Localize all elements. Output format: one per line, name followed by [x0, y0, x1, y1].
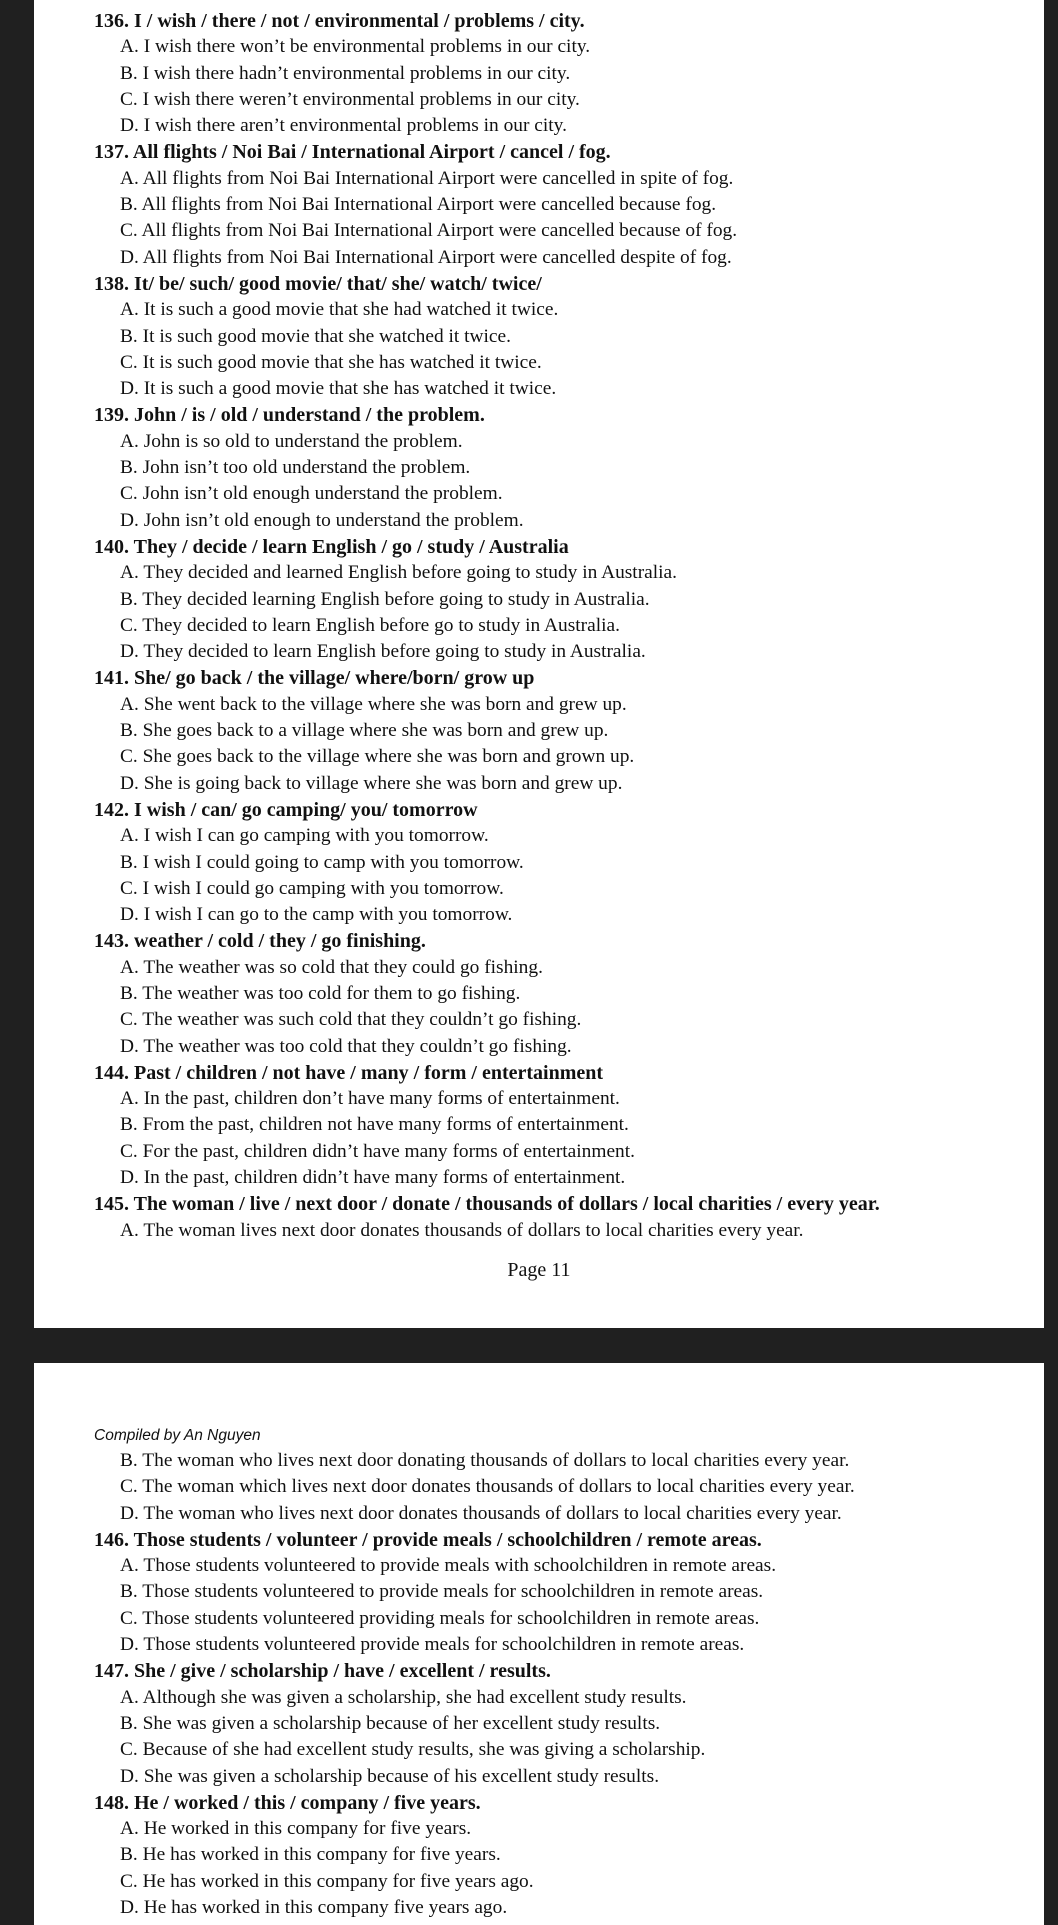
- answer-option: C. She goes back to the village where she was born and grown up.: [120, 746, 635, 768]
- answer-option: A. The weather was so cold that they could go fishing.: [120, 956, 543, 978]
- answer-option: B. He has worked in this company for five years.: [120, 1844, 501, 1866]
- answer-option: A. In the past, children don’t have many forms of entertainment.: [120, 1088, 620, 1110]
- question-prompt: 141. She/ go back / the village/ where/born/ grow up: [94, 667, 535, 690]
- answer-option: A. I wish there won’t be environmental problems in our city.: [120, 36, 591, 58]
- answer-option: A. I wish I can go camping with you tomorrow.: [120, 825, 489, 847]
- answer-option: C. Those students volunteered providing meals for schoolchildren in remote areas.: [120, 1607, 760, 1629]
- answer-option: C. It is such good movie that she has watched it twice.: [120, 351, 542, 373]
- answer-option: D. She was given a scholarship because of his excellent study results.: [120, 1765, 660, 1787]
- answer-option: C. Because of she had excellent study results, she was giving a scholarship.: [120, 1739, 706, 1761]
- answer-option: B. I wish I could going to camp with you tomorrow.: [120, 851, 524, 873]
- answer-option: A. John is so old to understand the problem.: [120, 430, 463, 452]
- answer-option: A. It is such a good movie that she had watched it twice.: [120, 299, 559, 321]
- question-prompt: 136. I / wish / there / not / environmental / problems / city.: [94, 10, 585, 32]
- answer-option: C. I wish there weren’t environmental problems in our city.: [120, 88, 580, 110]
- answer-option: B. I wish there hadn’t environmental problems in our city.: [120, 62, 571, 84]
- answer-option: B. The woman who lives next door donating thousands of dollars to local charities every year.: [120, 1450, 850, 1471]
- question-prompt: 138. It/ be/ such/ good movie/ that/ she/ watch/ twice/: [94, 272, 542, 295]
- answer-option: D. I wish I can go to the camp with you tomorrow.: [120, 904, 513, 926]
- answer-option: A. The woman lives next door donates thousands of dollars to local charities every year.: [120, 1219, 804, 1241]
- answer-option: A. He worked in this company for five years.: [120, 1818, 472, 1840]
- answer-option: D. I wish there aren’t environmental problems in our city.: [120, 115, 567, 137]
- answer-option: A. Although she was given a scholarship, she had excellent study results.: [120, 1686, 687, 1708]
- answer-option: B. Those students volunteered to provide meals for schoolchildren in remote areas.: [120, 1581, 764, 1603]
- question-prompt: 143. weather / cold / they / go finishing.: [94, 930, 426, 953]
- answer-option: D. The weather was too cold that they couldn’t go fishing.: [120, 1035, 572, 1057]
- page-header-author: Compiled by An Nguyen: [94, 1427, 261, 1444]
- answer-option: C. They decided to learn English before go to study in Australia.: [120, 614, 620, 636]
- question-prompt: 148. He / worked / this / company / five years.: [94, 1791, 481, 1814]
- answer-option: D. The woman who lives next door donates thousands of dollars to local charities every year.: [120, 1502, 842, 1524]
- question-prompt: 140. They / decide / learn English / go / study / Australia: [94, 535, 569, 558]
- answer-option: C. All flights from Noi Bai International Airport were cancelled because of fog.: [120, 220, 738, 242]
- answer-option: B. It is such good movie that she watched it twice.: [120, 325, 511, 347]
- answer-option: D. In the past, children didn’t have many forms of entertainment.: [120, 1167, 626, 1189]
- answer-option: B. The weather was too cold for them to go fishing.: [120, 982, 521, 1004]
- answer-option: D. They decided to learn English before going to study in Australia.: [120, 641, 646, 663]
- answer-option: C. I wish I could go camping with you tomorrow.: [120, 877, 504, 899]
- answer-option: A. Those students volunteered to provide meals with schoolchildren in remote areas.: [120, 1555, 777, 1577]
- document-page-11: [34, 0, 1044, 1328]
- question-prompt: 139. John / is / old / understand / the problem.: [94, 404, 485, 427]
- document-page-12: [34, 1363, 1044, 1925]
- answer-option: A. She went back to the village where she was born and grew up.: [120, 693, 627, 715]
- page-number: Page 11: [507, 1259, 571, 1281]
- answer-option: A. All flights from Noi Bai International Airport were cancelled in spite of fog.: [120, 167, 734, 189]
- answer-option: D. All flights from Noi Bai International Airport were cancelled despite of fog.: [120, 246, 732, 268]
- answer-option: D. John isn’t old enough to understand the problem.: [120, 509, 524, 531]
- answer-option: B. All flights from Noi Bai International Airport were cancelled because fog.: [120, 194, 717, 216]
- question-list: [94, 8, 1024, 1244]
- answer-option: B. She was given a scholarship because of her excellent study results.: [120, 1712, 661, 1734]
- question-list: [94, 1425, 1024, 1921]
- question-prompt: 145. The woman / live / next door / donate / thousands of dollars / local charities / every year.: [94, 1193, 880, 1216]
- answer-option: B. They decided learning English before going to study in Australia.: [120, 588, 650, 610]
- question-prompt: 137. All flights / Noi Bai / International Airport / cancel / fog.: [94, 141, 611, 164]
- question-prompt: 146. Those students / volunteer / provide meals / schoolchildren / remote areas.: [94, 1528, 762, 1551]
- question-prompt: 144. Past / children / not have / many / form / entertainment: [94, 1061, 604, 1084]
- answer-option: B. From the past, children not have many forms of entertainment.: [120, 1114, 629, 1136]
- answer-option: B. She goes back to a village where she was born and grew up.: [120, 720, 609, 742]
- answer-option: D. He has worked in this company five years ago.: [120, 1897, 508, 1919]
- answer-option: D. She is going back to village where she was born and grew up.: [120, 772, 623, 794]
- answer-option: C. For the past, children didn’t have many forms of entertainment.: [120, 1140, 635, 1162]
- answer-option: D. It is such a good movie that she has watched it twice.: [120, 378, 557, 400]
- answer-option: B. John isn’t too old understand the problem.: [120, 457, 471, 479]
- question-prompt: 142. I wish / can/ go camping/ you/ tomorrow: [94, 798, 478, 821]
- answer-option: C. John isn’t old enough understand the problem.: [120, 483, 503, 505]
- answer-option: A. They decided and learned English before going to study in Australia.: [120, 562, 677, 584]
- answer-option: D. Those students volunteered provide meals for schoolchildren in remote areas.: [120, 1634, 745, 1656]
- question-prompt: 147. She / give / scholarship / have / excellent / results.: [94, 1660, 551, 1683]
- answer-option: C. The weather was such cold that they couldn’t go fishing.: [120, 1009, 582, 1031]
- answer-option: C. The woman which lives next door donates thousands of dollars to local charities every year.: [120, 1476, 855, 1498]
- answer-option: C. He has worked in this company for five years ago.: [120, 1870, 534, 1892]
